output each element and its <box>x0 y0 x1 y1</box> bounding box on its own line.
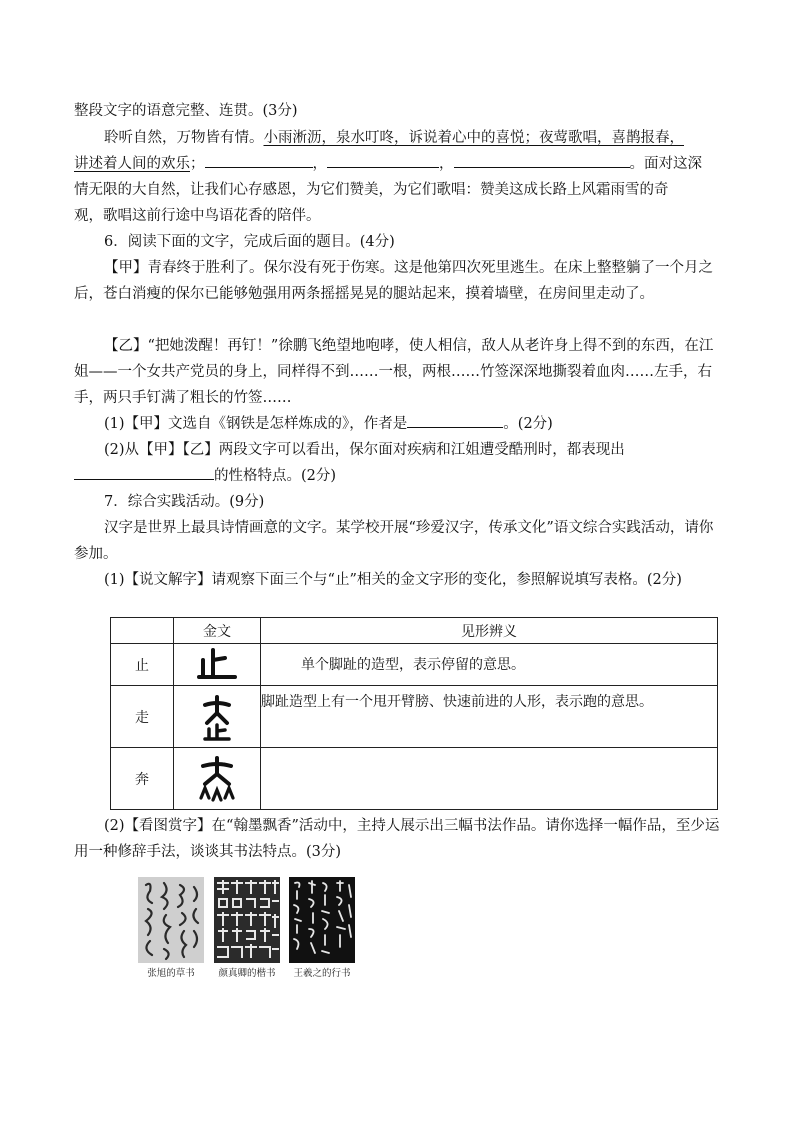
nature-line3: 情无限的大自然，让我们心存感恩，为它们赞美，为它们歌唱：赞美这成长路上风霜雨雪的奇 <box>74 182 669 198</box>
header-jinwen: 金文 <box>174 618 261 644</box>
table-row <box>111 748 718 810</box>
nature-lead: 聆听自然，万物皆有情。 <box>104 130 264 146</box>
nature-passage <box>74 125 722 151</box>
fill-blank-2[interactable] <box>327 151 439 168</box>
q6-title: 6．阅读下面的文字，完成后面的题目。(4分) <box>104 234 395 250</box>
table-header-row <box>111 618 718 644</box>
running-script-calligraphy-image <box>289 877 355 963</box>
trait-blank[interactable] <box>74 463 214 480</box>
header-blank <box>111 618 174 644</box>
fill-blank-1[interactable] <box>205 151 313 168</box>
jinwen-glyph-zhi <box>174 644 261 686</box>
caption-running: 王羲之的行书 <box>293 968 351 979</box>
row-meaning-empty[interactable] <box>261 748 718 810</box>
regular-script-calligraphy-image <box>214 877 280 963</box>
table-row <box>111 644 718 686</box>
q7-title: 7．综合实践活动。(9分) <box>104 494 265 510</box>
cursive-calligraphy-image <box>138 877 204 963</box>
nature-line2: 讲述着人间的欢乐； ， ， 。面对这深 <box>74 151 722 177</box>
row-meaning: 脚趾造型上有一个甩开臂膀、快速前进的人形，表示跑的意思。 <box>261 686 718 748</box>
row-meaning: 单个脚趾的造型，表示停留的意思。 <box>261 644 718 686</box>
row-char: 止 <box>111 644 174 686</box>
row-char: 奔 <box>111 748 174 810</box>
jinwen-glyph-ben <box>174 748 261 810</box>
table-row <box>111 686 718 748</box>
q6-sub2: (2)从【甲】【乙】两段文字可以看出，保尔面对疾病和江姐遭受酷刑时，都表现出的性格特点。(2分) <box>74 437 722 489</box>
q6-sub1: (1)【甲】文选自《钢铁是怎样炼成的》，作者是 。(2分) <box>74 411 722 437</box>
nature-underlined-2: 讲述着人间的欢乐 <box>74 156 190 172</box>
q7-intro: 汉字是世界上最具诗情画意的文字。某学校开展“珍爱汉字，传承文化”语文综合实践活动，请你参加。 <box>74 520 714 562</box>
nature-line4: 观，歌唱这前行途中鸟语花香的陪伴。 <box>74 208 321 224</box>
fill-blank-3[interactable] <box>454 151 630 168</box>
jinwen-glyph-zou <box>174 686 261 748</box>
q6-passage-jia: 【甲】青春终于胜利了。保尔没有死于伤寒。这是他第四次死里逃生。在床上整整躺了一个月之后，苍白消瘦的保尔已能够勉强用两条摇摇晃晃的腿站起来，摸着墙壁，在房间里走动了。 <box>74 260 713 302</box>
intro-tail: 整段文字的语意完整、连贯。(3分) <box>74 103 298 119</box>
row-char: 走 <box>111 686 174 748</box>
q7-sub1: (1)【说文解字】请观察下面三个与“止”相关的金文字形的变化，参照解说填写表格。(2分) <box>104 572 682 588</box>
q6-passage-yi: 【乙】“把她泼醒！再钉！”徐鹏飞绝望地咆哮，使人相信，敌人从老许身上得不到的东西，在江姐——一个女共产党员的身上，同样得不到……一根，两根……竹签深深地撕裂着血肉……左手，右手，两只手钉满了粗长的竹签…… <box>74 338 714 406</box>
author-blank[interactable] <box>407 411 503 428</box>
header-meaning: 见形辨义 <box>261 618 718 644</box>
caption-cursive: 张旭的草书 <box>147 968 195 979</box>
q7-sub2: (2)【看图赏字】在“翰墨飘香”活动中，主持人展示出三幅书法作品。请你选择一幅作品，至少运用一种修辞手法，谈谈其书法特点。(3分) <box>74 818 720 860</box>
nature-underlined-1: 小雨淅沥，泉水叮咚，诉说着心中的喜悦；夜莺歌唱，喜鹊报春， <box>263 130 684 146</box>
character-table <box>110 617 718 810</box>
caption-regular: 颜真卿的楷书 <box>218 968 276 979</box>
